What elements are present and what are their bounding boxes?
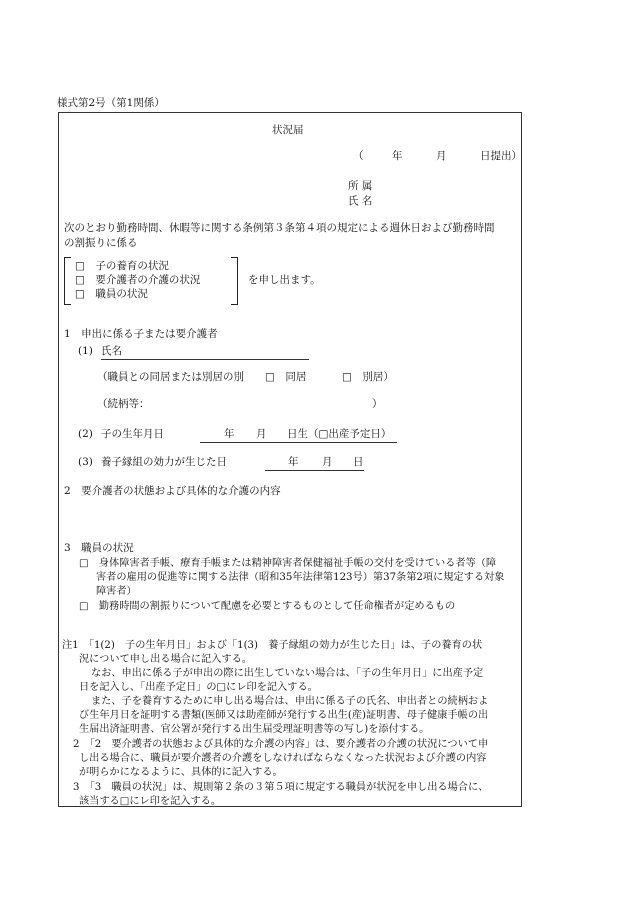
date-month[interactable]: 月	[436, 150, 447, 162]
note-line: 注1 「1(2) 子の生年月日」および「1(3) 養子縁組の効力が生じた日」は、子の養育の状	[62, 640, 483, 651]
intro-line-2: の割振りに係る	[64, 237, 138, 249]
adoption-day: 日	[353, 456, 364, 468]
birthdate-day: 日生（□出産予定日）	[287, 428, 392, 440]
section1-heading: 1 申出に係る子または要介護者	[64, 328, 218, 340]
birthdate-label: 子の生年月日	[101, 428, 164, 440]
note-line: 生届出済証明書、官公署が発行する出生届受理証明書等の写し)を添付する。	[79, 724, 430, 735]
note-line: 該当する□にレ印を記入する。	[79, 796, 222, 807]
section1-item1-number: (1)	[78, 345, 93, 357]
cohabit-option-together[interactable]: □ 同居	[265, 371, 307, 383]
note-line: 日を記入し、「出産予定日」の□にレ印を記入する。	[79, 682, 318, 693]
cohabit-option-separate[interactable]: □ 別居）	[342, 371, 394, 383]
note-line: 況について申し出る場合に記入する。	[79, 654, 252, 665]
date-open: （	[353, 150, 364, 162]
birthdate-underline[interactable]	[200, 442, 397, 443]
section2-heading: 2 要介護者の状態および具体的な介護の内容	[64, 485, 281, 497]
form-number-label: 様式第2号（第1関係）	[57, 97, 165, 109]
birthdate-year: 年	[224, 428, 235, 440]
date-day[interactable]: 日提出）	[480, 150, 522, 162]
section1-name-label: 氏名	[101, 345, 122, 357]
options-suffix: を申し出ます。	[248, 274, 321, 286]
note-line: し出る場合に、職員が要介護者の介護をしなければならなくなった状況および介護の内容	[79, 753, 487, 764]
form-title: 状況届	[272, 124, 304, 136]
left-bracket	[64, 257, 71, 305]
note-line: が明らかになるように、具体的に記入する。	[79, 767, 283, 778]
birthdate-month: 月	[256, 428, 267, 440]
right-bracket	[231, 257, 238, 305]
section3-heading: 3 職員の状況	[64, 542, 134, 554]
note-line: び生年月日を証明する書類(医師又は助産師が発行する出生(産)証明書、母子健康手帳の出	[79, 710, 489, 721]
note-line: また、子を養育するために申し出る場合は、申出に係る子の氏名、申出者との続柄およ	[91, 696, 489, 707]
section1-item2-number: (2)	[78, 428, 93, 440]
section1-item3-number: (3)	[78, 456, 93, 468]
affiliation-label: 所 属	[348, 180, 373, 192]
note-line: 2 「2 要介護者の状態および具体的な介護の内容」は、要介護者の介護の状況について申	[73, 739, 489, 750]
cohabit-label: （職員との同居または別居の別	[97, 371, 244, 383]
section3-option2[interactable]: □ 勤務時間の割振りについて配慮を必要とするものとして任命権者が定めるもの	[79, 601, 456, 612]
option-nursing-care[interactable]: □ 要介護者の介護の状況	[75, 274, 201, 286]
adoption-month: 月	[322, 456, 333, 468]
name-label: 氏 名	[348, 195, 373, 207]
date-year[interactable]: 年	[392, 150, 403, 162]
adoption-date-underline[interactable]	[265, 470, 364, 471]
option-employee-status[interactable]: □ 職員の状況	[75, 288, 148, 300]
intro-line-1: 次のとおり勤務時間、休暇等に関する条例第３条第４項の規定による週休日および勤務時間	[64, 222, 495, 234]
option-child-care[interactable]: □ 子の養育の状況	[75, 260, 169, 272]
note-line: 3 「3 職員の状況」は、規則第２条の３第５項に規定する職員が状況を申し出る場合に、	[73, 782, 489, 793]
relation-label: （続柄等：	[97, 398, 150, 410]
note-line: なお、申出に係る子が申出の際に出生していない場合は、「子の生年月日」に出産予定	[91, 668, 484, 679]
relation-close: ）	[372, 398, 383, 410]
name-field-underline[interactable]	[101, 359, 309, 360]
section3-option1-line-2: 害者の雇用の促進等に関する法律（昭和35年法律第123号）第37条第2項に規定する対象	[96, 572, 505, 583]
section3-option1-line-3: 障害者）	[96, 586, 137, 597]
section3-option1-line-1[interactable]: □ 身体障害者手帳、療育手帳または精神障害者保健福祉手帳の交付を受けている者等（障	[79, 558, 497, 569]
adoption-date-label: 養子縁組の効力が生じた日	[101, 456, 227, 468]
adoption-year: 年	[288, 456, 299, 468]
